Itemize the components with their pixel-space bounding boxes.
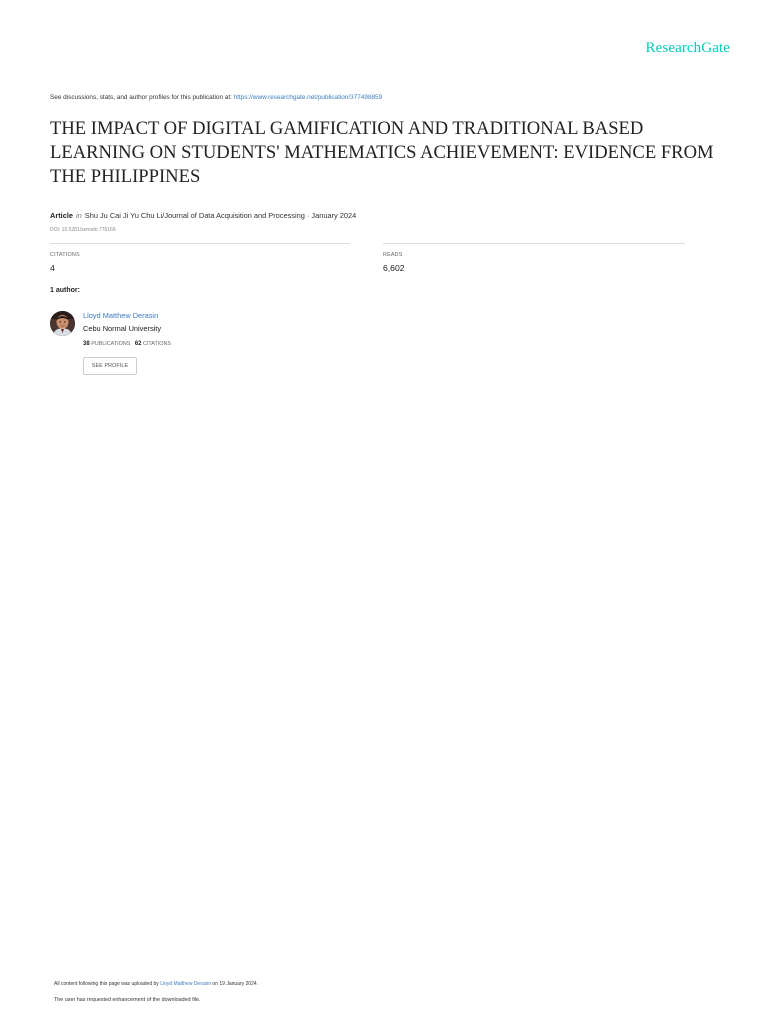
publication-meta <box>50 211 356 220</box>
author-institution: Cebu Normal University <box>83 324 162 333</box>
publication-url-link[interactable]: https://www.researchgate.net/publication/377498859 <box>233 94 383 101</box>
footer-uploaded-line <box>54 981 258 987</box>
author-photo-icon <box>50 311 75 336</box>
in-label: in <box>76 211 82 220</box>
author-stats <box>83 341 171 347</box>
divider-citations <box>50 243 350 244</box>
author-publications-label: PUBLICATIONS <box>91 341 131 347</box>
author-avatar[interactable] <box>50 311 75 336</box>
footer-uploaded-suffix: on 19 January 2024. <box>211 981 259 987</box>
footer-uploader-link[interactable]: Lloyd Matthew Derasin <box>160 981 212 987</box>
journal-and-date: Shu Ju Cai Ji Yu Chu Li/Journal of Data Acquisition and Processing · January 2024 <box>84 211 357 220</box>
publication-title: THE IMPACT OF DIGITAL GAMIFICATION AND TRADITIONAL BASED LEARNING ON STUDENTS' MATHEMATICS ACHIEVEMENT: EVIDENCE FROM THE PHILIPPINES <box>50 118 714 187</box>
reads-value: 6,602 <box>383 263 405 273</box>
author-name-link[interactable]: Lloyd Matthew Derasin <box>83 311 159 320</box>
footer-note: The user has requested enhancement of the downloaded file. <box>54 997 201 1003</box>
researchgate-logo[interactable]: ResearchGate <box>645 40 730 56</box>
discussions-line <box>50 94 382 101</box>
authors-count: 1 author: <box>50 287 80 294</box>
publication-type: Article <box>50 211 74 220</box>
footer-uploaded-prefix: All content following this page was uploaded by <box>54 981 161 987</box>
author-citations-label: CITATIONS <box>143 341 171 347</box>
discussions-prefix: See discussions, stats, and author profiles for this publication at: <box>50 94 234 101</box>
citations-value: 4 <box>50 263 55 273</box>
reads-label: READS <box>383 252 403 258</box>
author-citations-count: 62 <box>134 341 142 347</box>
citations-label: CITATIONS <box>50 252 80 258</box>
divider-reads <box>383 243 685 244</box>
see-profile-button[interactable]: SEE PROFILE <box>83 357 137 375</box>
author-publications-count: 38 <box>83 341 90 347</box>
publication-doi: DOI: 10.5281/zenodo.776166 <box>50 227 116 233</box>
